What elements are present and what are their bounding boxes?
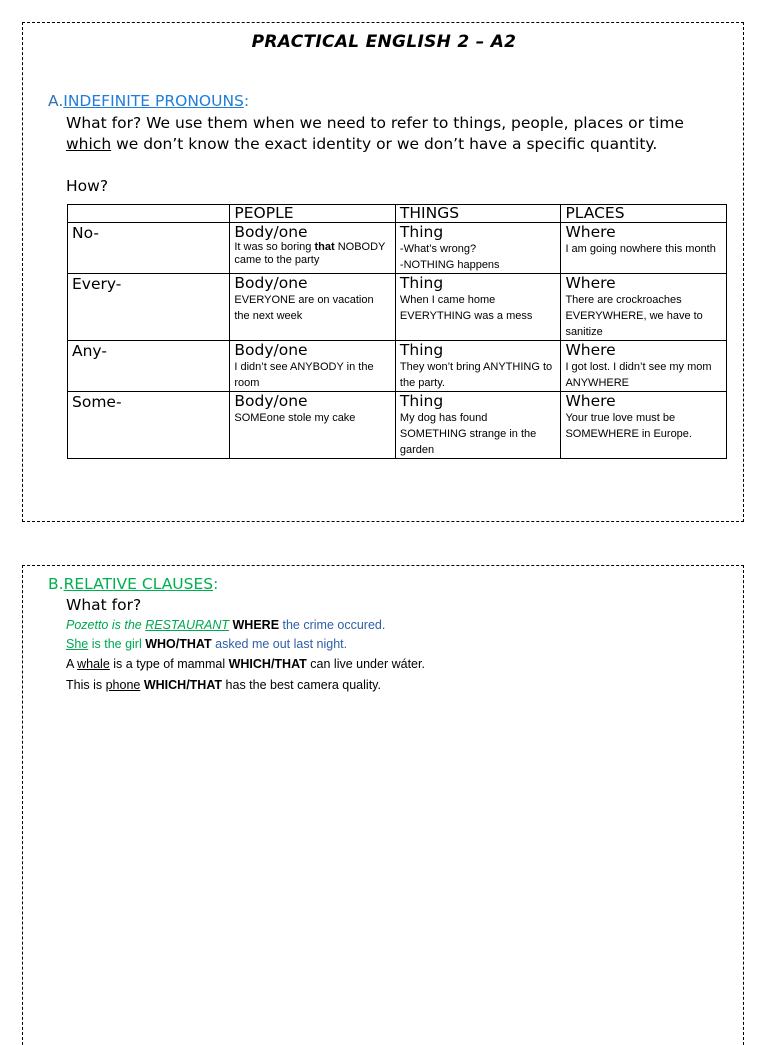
cell-example: I got lost. I didn’t see my mom ANYWHERE	[565, 361, 712, 389]
cell-heading: Thing	[399, 341, 444, 359]
example-bold: that	[314, 241, 335, 253]
description-line-2-rest: we don’t know the exact identity or we don’t have a specific quantity.	[111, 135, 658, 153]
relative-example-2	[66, 637, 347, 651]
table-cell	[561, 274, 727, 341]
section-b-colon: :	[213, 575, 219, 593]
example-text: NOBODY came to the party	[234, 241, 386, 266]
example-text: Pozetto is the	[66, 618, 146, 632]
relative-example-3	[66, 657, 425, 671]
cell-heading: Where	[565, 341, 616, 359]
cell-heading: Thing	[399, 274, 444, 292]
cell-example	[234, 241, 391, 267]
cell-heading: Thing	[399, 392, 444, 410]
example-text: It was so boring	[234, 241, 315, 253]
cell-heading: Where	[565, 392, 616, 410]
example-underlined: RESTAURANT	[145, 618, 230, 632]
cell-heading: Body/one	[234, 274, 308, 292]
example-text: is a type of mammal	[109, 657, 229, 671]
table-cell	[230, 341, 396, 392]
example-text: A	[66, 657, 78, 671]
cell-example: I am going nowhere this month	[565, 243, 716, 255]
table-cell	[561, 341, 727, 392]
underlined-word: which	[66, 135, 112, 153]
example-text: has the best camera quality.	[222, 678, 381, 692]
table-cell	[230, 392, 396, 459]
cell-example: There are crockroaches EVERYWHERE, we have to sanitize	[565, 294, 703, 338]
indefinite-pronouns-table	[67, 204, 727, 459]
table-cell	[561, 392, 727, 459]
table-row	[68, 223, 727, 274]
cell-heading: Where	[565, 274, 616, 292]
example-bold: WHICH/THAT	[228, 657, 307, 671]
example-text: can live under wáter.	[306, 657, 425, 671]
cell-example: EVERYONE are on vacation the next week	[234, 294, 374, 322]
table-header-cell	[68, 205, 230, 223]
section-a-heading	[48, 92, 249, 110]
table-header-cell: PEOPLE	[230, 205, 396, 223]
table-row	[68, 274, 727, 341]
relative-example-4	[66, 678, 381, 692]
cell-heading: Body/one	[234, 341, 308, 359]
row-label: Every-	[68, 274, 230, 341]
table-cell	[395, 341, 561, 392]
description-line-1: What for? We use them when we need to refer to things, people, places or time	[66, 114, 684, 132]
section-b-heading	[48, 575, 218, 593]
cell-example: When I came home EVERYTHING was a mess	[399, 294, 533, 322]
table-header-row	[68, 205, 727, 223]
relative-example-1	[66, 618, 385, 632]
cell-example: My dog has found SOMETHING strange in the garden	[399, 412, 537, 456]
cell-heading: Thing	[399, 223, 444, 241]
example-bold: WHO/THAT	[145, 637, 212, 651]
cell-example: Your true love must be SOMEWHERE in Europe.	[565, 412, 692, 440]
example-text: asked me out last night.	[211, 637, 348, 651]
section-a-label: INDEFINITE PRONOUNS	[63, 92, 244, 110]
example-underlined: She	[66, 637, 89, 651]
row-label: No-	[68, 223, 230, 274]
table-cell	[561, 223, 727, 274]
section-a-letter: A.	[48, 92, 64, 110]
what-for-label: What for?	[66, 596, 142, 614]
table-cell	[230, 274, 396, 341]
table-header-cell: THINGS	[395, 205, 561, 223]
example-text: the crime occured.	[279, 618, 386, 632]
row-label: Any-	[68, 341, 230, 392]
table-cell	[395, 392, 561, 459]
example-bold: WHERE	[229, 618, 280, 632]
how-label: How?	[66, 177, 109, 195]
example-underlined: phone	[105, 678, 141, 692]
cell-heading: Body/one	[234, 392, 308, 410]
description-line-2	[66, 134, 731, 155]
example-text: This is	[66, 678, 106, 692]
section-a-description	[66, 113, 731, 155]
table-header-cell: PLACES	[561, 205, 727, 223]
cell-heading: Where	[565, 223, 616, 241]
row-label: Some-	[68, 392, 230, 459]
example-underlined: whale	[77, 657, 110, 671]
cell-example: They won’t bring ANYTHING to the party.	[399, 361, 553, 389]
section-a-colon: :	[243, 92, 250, 110]
page-title: PRACTICAL ENGLISH 2 – A2	[251, 32, 517, 52]
cell-example: -NOTHING happens	[399, 259, 500, 271]
table-cell	[395, 223, 561, 274]
example-bold: WHICH/THAT	[143, 678, 223, 692]
example-text: is the girl	[88, 637, 146, 651]
table-row	[68, 392, 727, 459]
cell-example: SOMEone stole my cake	[234, 412, 356, 424]
cell-heading: Body/one	[234, 223, 308, 241]
cell-example: I didn’t see ANYBODY in the room	[234, 361, 374, 389]
table-cell	[395, 274, 561, 341]
cell-example: -What’s wrong?	[399, 243, 477, 255]
section-b-letter: B.	[48, 575, 64, 593]
table-cell	[230, 223, 396, 274]
table-row	[68, 341, 727, 392]
section-b-label: RELATIVE CLAUSES	[63, 575, 214, 593]
